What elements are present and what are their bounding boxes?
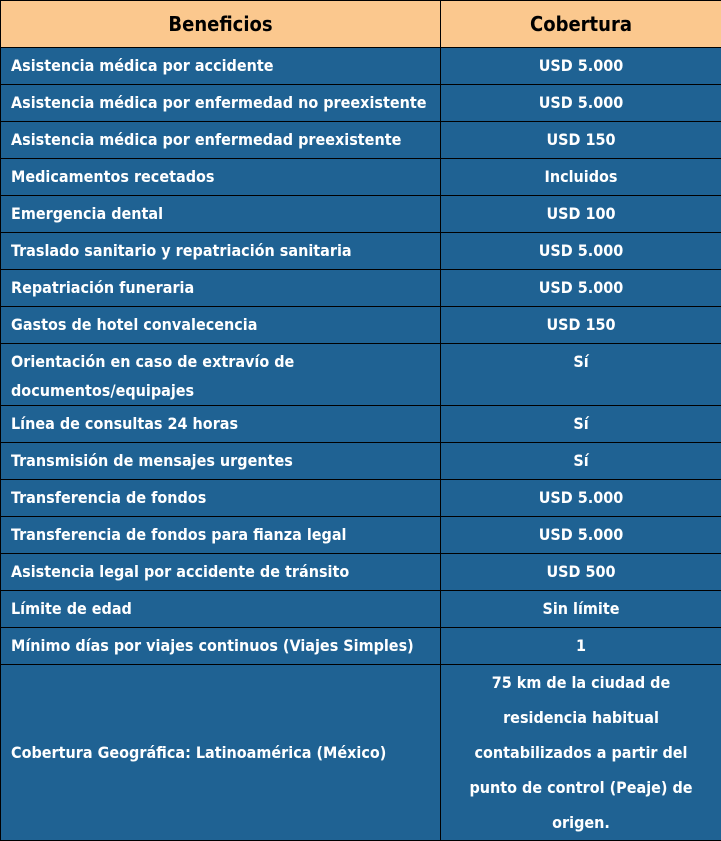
benefit-cell: Transmisión de mensajes urgentes <box>1 443 441 480</box>
table-row <box>1 406 721 443</box>
coverage-cell: Incluidos <box>441 159 721 196</box>
coverage-cell: Sí <box>441 406 721 443</box>
coverage-cell: USD 150 <box>441 122 721 159</box>
table-row <box>1 48 721 85</box>
table-row <box>1 307 721 344</box>
benefit-cell: Emergencia dental <box>1 196 441 233</box>
coverage-cell: USD 150 <box>441 307 721 344</box>
benefit-cell: Transferencia de fondos para fianza legal <box>1 517 441 554</box>
table-row <box>1 591 721 628</box>
table-row <box>1 233 721 270</box>
coverage-cell: USD 5.000 <box>441 85 721 122</box>
coverage-cell: USD 5.000 <box>441 270 721 307</box>
header-row <box>1 1 721 48</box>
coverage-cell: USD 5.000 <box>441 48 721 85</box>
benefit-cell: Línea de consultas 24 horas <box>1 406 441 443</box>
coverage-cell: Sí <box>441 344 721 406</box>
coverage-cell: Sin límite <box>441 591 721 628</box>
table-row <box>1 665 721 841</box>
table-row <box>1 554 721 591</box>
table-row <box>1 122 721 159</box>
benefit-cell: Cobertura Geográfica: Latinoamérica (México) <box>1 665 441 841</box>
header-beneficios: Beneficios <box>1 1 441 48</box>
benefit-cell: Transferencia de fondos <box>1 480 441 517</box>
table-row <box>1 270 721 307</box>
benefit-cell: Orientación en caso de extravío de documentos/equipajes <box>1 344 441 406</box>
benefit-cell: Gastos de hotel convalecencia <box>1 307 441 344</box>
coverage-cell: 1 <box>441 628 721 665</box>
table-row <box>1 628 721 665</box>
benefit-cell: Asistencia médica por accidente <box>1 48 441 85</box>
benefit-cell: Mínimo días por viajes continuos (Viajes Simples) <box>1 628 441 665</box>
benefit-cell: Medicamentos recetados <box>1 159 441 196</box>
table-row <box>1 480 721 517</box>
table-row <box>1 344 721 406</box>
benefit-cell: Asistencia médica por enfermedad preexistente <box>1 122 441 159</box>
coverage-cell: USD 500 <box>441 554 721 591</box>
table-row <box>1 85 721 122</box>
header-cobertura: Cobertura <box>441 1 721 48</box>
table-row <box>1 517 721 554</box>
benefit-cell: Asistencia legal por accidente de tránsito <box>1 554 441 591</box>
benefit-cell: Asistencia médica por enfermedad no preexistente <box>1 85 441 122</box>
coverage-cell: USD 5.000 <box>441 233 721 270</box>
table-row <box>1 159 721 196</box>
table-row <box>1 196 721 233</box>
coverage-cell: USD 100 <box>441 196 721 233</box>
table-row <box>1 443 721 480</box>
benefit-cell: Traslado sanitario y repatriación sanitaria <box>1 233 441 270</box>
benefit-cell: Repatriación funeraria <box>1 270 441 307</box>
coverage-cell: 75 km de la ciudad de residencia habitual contabilizados a partir del punto de control (Peaje) de origen. <box>441 665 721 841</box>
coverage-cell: Sí <box>441 443 721 480</box>
coverage-cell: USD 5.000 <box>441 480 721 517</box>
coverage-cell: USD 5.000 <box>441 517 721 554</box>
benefit-cell: Límite de edad <box>1 591 441 628</box>
